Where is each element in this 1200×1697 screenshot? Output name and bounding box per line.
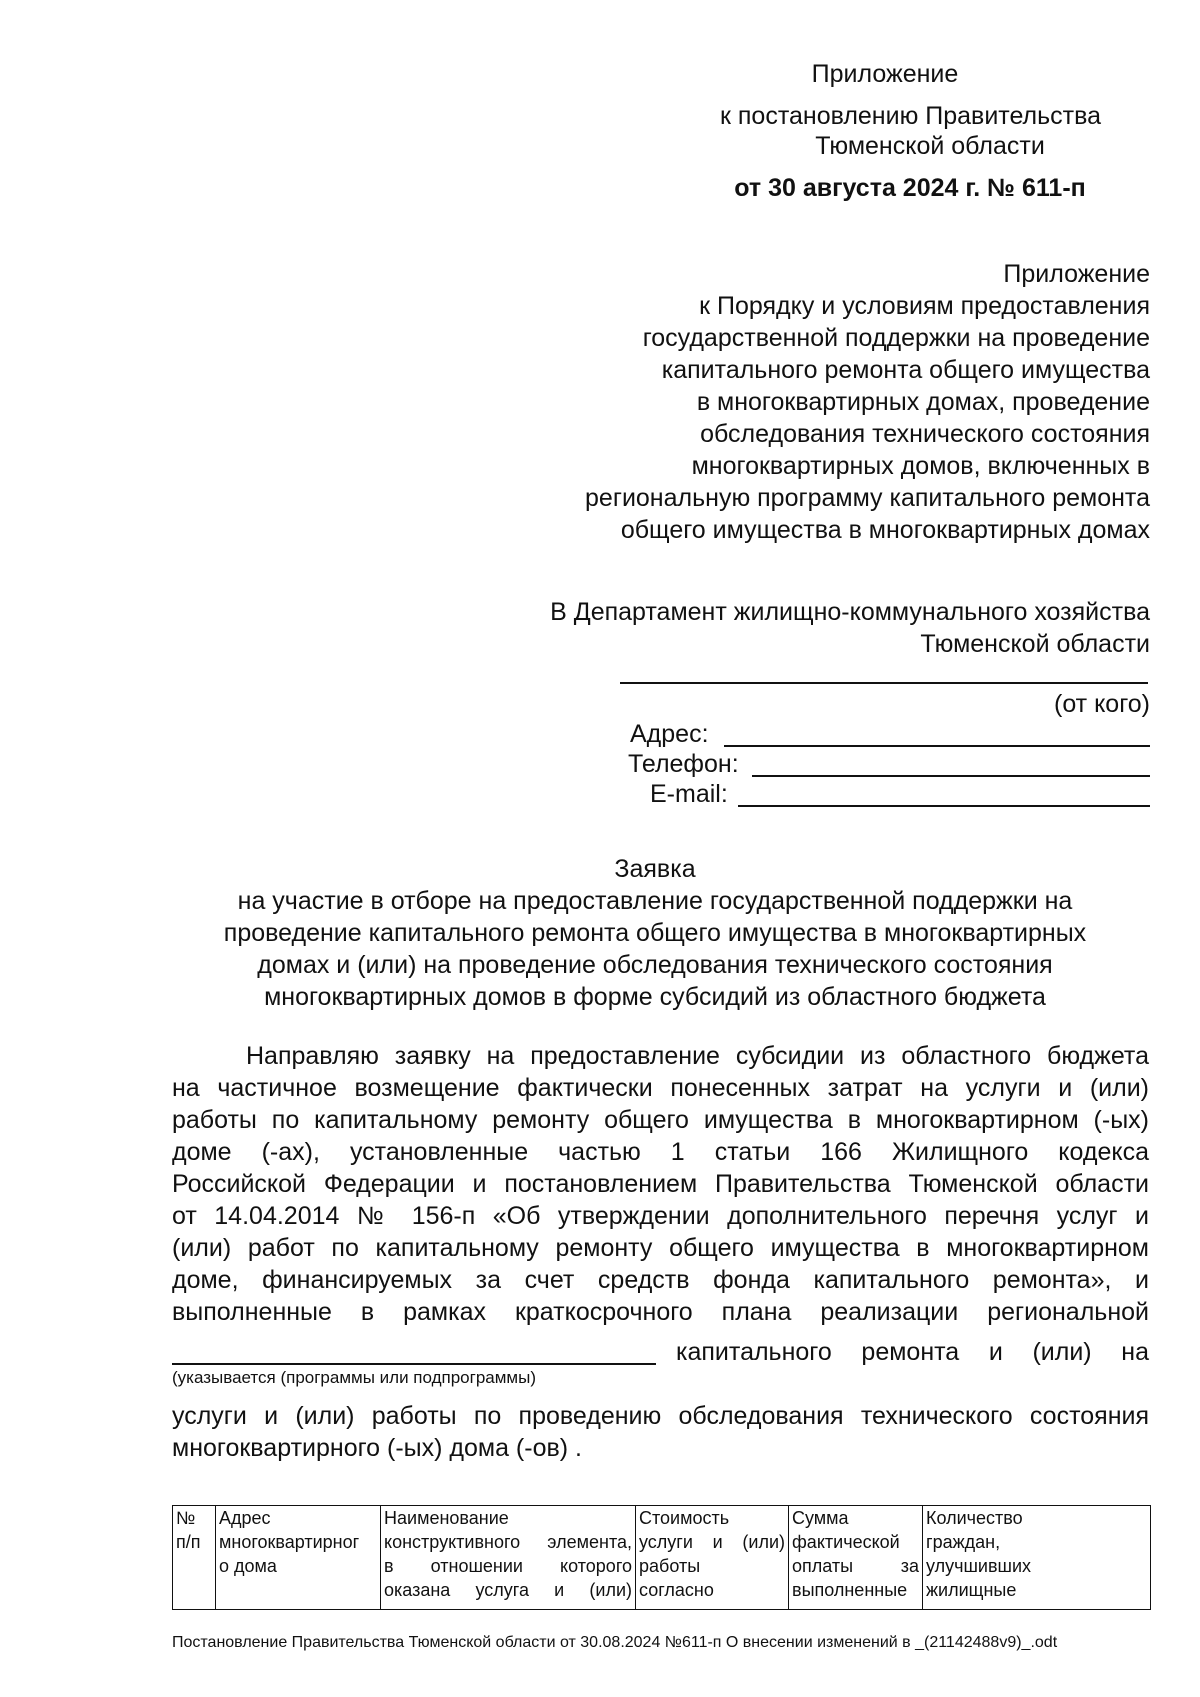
- address-blank-line[interactable]: [724, 745, 1150, 747]
- body-line: доме, финансируемых за счет средств фонда капитального ремонта», и: [172, 1266, 1149, 1294]
- procedure-annex-line: к Порядку и условиям предоставления: [699, 292, 1150, 320]
- document-footer: Постановление Правительства Тюменской области от 30.08.2024 №611-п О внесении изменений в _(21142488v9)_.odt: [172, 1634, 1058, 1651]
- phone-blank-line[interactable]: [752, 775, 1150, 777]
- annex-line-1: к постановлению Правительства: [720, 102, 1102, 130]
- application-title-line: Заявка: [614, 855, 696, 883]
- phone-label: Телефон:: [628, 750, 739, 778]
- procedure-annex-line: в многоквартирных домах, проведение: [696, 388, 1150, 416]
- column-header-element: Наименование конструктивного элемента, в отношении которого оказана услуга и (или): [381, 1506, 636, 1610]
- program-blank-line[interactable]: [172, 1363, 656, 1365]
- procedure-annex-line: капитального ремонта общего имущества: [661, 356, 1150, 384]
- body-line: доме (-ах), установленные частью 1 статьи 166 Жилищного кодекса: [172, 1138, 1149, 1166]
- program-note: (указывается (программы или подпрограммы): [172, 1368, 536, 1387]
- addressee-line-1: В Департамент жилищно-коммунального хозяйства: [550, 598, 1150, 626]
- body-line: Российской Федерации и постановлением Правительства Тюменской области: [172, 1170, 1149, 1198]
- body-line: (или) работ по капитальному ремонту общего имущества в многоквартирном: [172, 1234, 1149, 1262]
- body-line: выполненные в рамках краткосрочного плана реализации региональной: [172, 1298, 1149, 1326]
- application-title-line: многоквартирных домов в форме субсидий из областного бюджета: [264, 983, 1046, 1011]
- addressee-line-2: Тюменской области: [920, 630, 1150, 658]
- body-line: услуги и (или) работы по проведению обследования технического состояния: [172, 1402, 1149, 1430]
- column-header-citizens: Количество граждан, улучшивших жилищные: [923, 1506, 1151, 1610]
- works-table: [172, 1505, 1151, 1610]
- column-header-number: № п/п: [173, 1506, 216, 1610]
- email-label: E-mail:: [650, 780, 728, 808]
- from-blank-line[interactable]: [620, 682, 1148, 684]
- body-line: многоквартирного (-ых) дома (-ов) .: [172, 1434, 582, 1462]
- annex-line-2: Тюменской области: [815, 132, 1045, 160]
- body-line: на частичное возмещение фактически понесенных затрат на услуги и (или): [172, 1074, 1149, 1102]
- procedure-annex-line: обследования технического состояния: [700, 420, 1150, 448]
- application-title: [160, 853, 1150, 1013]
- procedure-annex-line: общего имущества в многоквартирных домах: [620, 516, 1150, 544]
- table-header-row: [173, 1506, 1151, 1610]
- column-header-cost: Стоимость услуги и (или) работы согласно: [636, 1506, 789, 1610]
- application-title-line: проведение капитального ремонта общего имущества в многоквартирных: [223, 919, 1087, 947]
- addressee: [480, 596, 1150, 660]
- email-blank-line[interactable]: [738, 805, 1150, 807]
- procedure-annex-line: Приложение: [1003, 260, 1150, 288]
- body-line: Направляю заявку на предоставление субсидии из областного бюджета: [246, 1042, 1149, 1070]
- program-tail-text: капитального ремонта и (или) на: [676, 1338, 1149, 1366]
- address-label: Адрес:: [630, 720, 709, 748]
- annex-title: Приложение: [811, 60, 959, 88]
- body-paragraph-2: [172, 1400, 1149, 1464]
- body-line: от 14.04.2014 № 156-п «Об утверждении дополнительного перечня услуг и: [172, 1202, 1149, 1230]
- from-label: (от кого): [1054, 690, 1150, 718]
- column-header-payment: Сумма фактической оплаты за выполненные: [789, 1506, 923, 1610]
- annex-date: от 30 августа 2024 г. № 611-п: [734, 174, 1086, 202]
- application-title-line: на участие в отборе на предоставление государственной поддержки на: [237, 887, 1073, 915]
- procedure-annex-line: многоквартирных домов, включенных в: [691, 452, 1150, 480]
- body-line: работы по капитальному ремонту общего имущества в многоквартирном (-ых): [172, 1106, 1149, 1134]
- body-paragraph: [172, 1040, 1149, 1328]
- procedure-annex: [520, 258, 1150, 546]
- column-header-address: Адрес многоквартирног о дома: [216, 1506, 381, 1610]
- procedure-annex-line: государственной поддержки на проведение: [642, 324, 1150, 352]
- application-title-line: домах и (или) на проведение обследования технического состояния: [257, 951, 1053, 979]
- procedure-annex-line: региональную программу капитального ремонта: [585, 484, 1150, 512]
